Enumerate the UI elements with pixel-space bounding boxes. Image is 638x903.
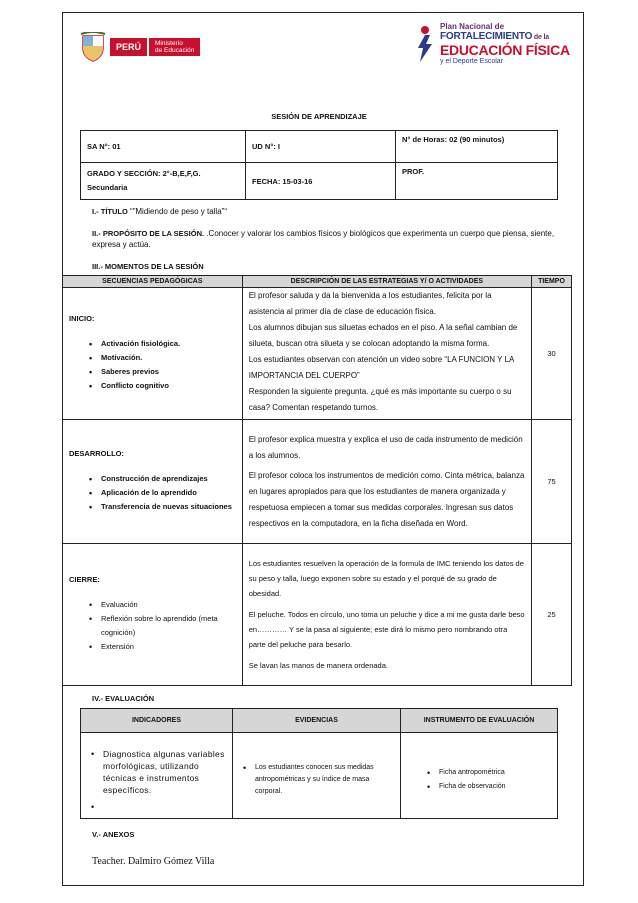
header-indicadores: INDICADORES <box>81 709 233 733</box>
plan-line4: y el Deporte Escolar <box>440 58 504 65</box>
fecha-cell: FECHA: 15-03-16 <box>246 163 396 200</box>
inicio-desc-p: Responden la siguiente pregunta. ¿qué es más importante su cuerpo o su casa? Comentan respetando turnos. <box>248 387 512 412</box>
evaluacion-section <box>92 694 154 703</box>
info-table <box>80 130 558 200</box>
ud-cell: UD N°: I <box>246 131 396 163</box>
titulo-label: I.- TÍTULO <box>92 207 128 216</box>
cierre-desc-p: El peluche. Todos en círculo, uno toma un peluche y dice a mi me gusta darle beso en………… Y se la pasa al siguiente; este dirá lo mismo pero nombrando otra parte del peluche para besarlo. <box>248 610 525 649</box>
indicadores-cell <box>81 743 233 819</box>
inicio-desc-p: El profesor saluda y da la bienvenida a los estudiantes, felicita por la asistencia al primer día de clase de educación física. <box>248 291 492 316</box>
cierre-row <box>63 544 572 686</box>
header-evidencias: EVIDENCIAS <box>233 709 401 733</box>
desarrollo-item: • Transferencia de nuevas situaciones <box>85 500 236 514</box>
proposito-label: II.- PROPÓSITO DE LA SESIÓN. <box>92 229 205 238</box>
cierre-item: • Extensión <box>85 640 236 654</box>
instrumentos-list <box>407 766 551 794</box>
proposito-section <box>92 228 562 250</box>
plan-nacional-logo <box>440 22 590 66</box>
indicador-item: • Diagnostica algunas variables morfológicas, utilizando técnicas e instrumentos específicos. <box>87 748 226 796</box>
cierre-description <box>242 544 531 686</box>
desarrollo-label: DESARROLLO: <box>69 449 124 458</box>
desarrollo-list <box>69 472 236 514</box>
instrumentos-cell <box>401 743 558 819</box>
plan-line2b: de la <box>532 34 549 41</box>
cierre-item: • Reflexión sobre lo aprendido (meta cognición) <box>85 612 236 640</box>
inicio-item: • Conflicto cognitivo <box>85 379 236 393</box>
momentos-section <box>92 262 204 271</box>
plan-line2a: FORTALECIMIENTO <box>440 31 533 42</box>
cierre-list <box>69 598 236 654</box>
grado-cell: GRADO Y SECCIÓN: 2°-B,E,F,G. Secundaria <box>81 163 246 200</box>
desarrollo-description <box>242 420 531 544</box>
sa-cell: SA N°: 01 <box>81 131 246 163</box>
inicio-cell <box>63 288 243 420</box>
inicio-item: • Saberes previos <box>85 365 236 379</box>
inicio-list <box>69 337 236 393</box>
inicio-item: • Motivación. <box>85 351 236 365</box>
header-descripcion: DESCRIPCIÓN DE LAS ESTRATEGIAS Y/ O ACTIVIDADES <box>242 276 531 288</box>
titulo-value: “”Midiendo de peso y talla”“ <box>127 207 227 216</box>
teacher-signature: Teacher. Dalmiro Gómez Villa <box>92 856 215 867</box>
cierre-label: CIERRE: <box>69 575 100 584</box>
cierre-cell <box>63 544 243 686</box>
header-tiempo: TIEMPO <box>532 276 572 288</box>
evaluacion-label: IV.- EVALUACIÓN <box>92 694 155 703</box>
header <box>0 0 638 80</box>
inicio-desc-p: Los estudiantes observan con atención un video sobre “LA FUNCION Y LA IMPORTANCIA DEL CUERPO” <box>248 355 514 380</box>
desarrollo-desc-p: El profesor explica muestra y explica el uso de cada instrumento de medición a los alumnos. <box>248 434 523 460</box>
desarrollo-cell <box>63 420 243 544</box>
cierre-desc-p: Los estudiantes resuelven la operación de la formula de IMC teniendo los datos de su peso y talla, luego exponen sobre su estado y el porqué de su grado de obesidad. <box>248 559 524 598</box>
proposito-value: .Conocer y valorar los cambios físicos y biológicos que experimenta un cuerpo que piensa, siente, expresa y actúa. <box>92 229 555 249</box>
inicio-row <box>63 288 572 420</box>
evidencias-cell <box>233 743 401 819</box>
desarrollo-time: 75 <box>532 420 572 544</box>
desarrollo-item: • Construcción de aprendizajes <box>85 472 236 486</box>
prof-cell: PROF. <box>396 163 558 200</box>
anexos-section <box>92 830 134 839</box>
instrumento-item: • Ficha de observación <box>423 780 551 794</box>
ministry-line1: Ministerio <box>155 40 183 47</box>
plan-line1: Plan Nacional de <box>440 22 505 31</box>
inicio-label: INICIO: <box>69 314 95 323</box>
inicio-time: 30 <box>532 288 572 420</box>
cierre-item: • Evaluación <box>85 598 236 612</box>
inicio-description <box>242 288 531 420</box>
desarrollo-item: • Aplicación de lo aprendido <box>85 486 236 500</box>
cierre-desc-p: Se lavan las manos de manera ordenada. <box>248 661 388 670</box>
peru-label: PERÚ <box>110 38 147 56</box>
header-instrumento: INSTRUMENTO DE EVALUACIÓN <box>401 709 558 733</box>
indicador-item <box>87 800 226 812</box>
desarrollo-desc-p: El profesor coloca los instrumentos de medición como. Cinta métrica, balanza en lugares apropiados para que los estudiantes de manera organizada y respetuosa empiecen a tomar sus medidas corporales. Ingresan sus datos respectivos en la computadora, en la ficha diseñada en Word. <box>248 470 525 528</box>
cierre-time: 25 <box>532 544 572 686</box>
momentos-label: III.- MOMENTOS DE LA SESIÓN <box>92 262 204 271</box>
header-secuencias: SECUENCIAS PEDAGÓGICAS <box>63 276 243 288</box>
page-title: SESIÓN DE APRENDIZAJE <box>271 112 367 121</box>
desarrollo-row <box>63 420 572 544</box>
plan-line3: EDUCACIÓN FÍSICA <box>440 42 570 58</box>
inicio-desc-p: Los alumnos dibujan sus siluetas echados en el piso. A la señal cambian de silueta, buscan otra silueta y se colocan adoptando la misma forma. <box>248 323 518 348</box>
ministry-logo <box>80 32 200 62</box>
indicadores-list <box>87 748 226 812</box>
ministry-label <box>149 38 200 56</box>
plan-emblem-icon <box>414 24 436 64</box>
titulo-section <box>92 207 227 216</box>
horas-cell: N° de Horas: 02 (90 minutos) <box>396 131 558 163</box>
evidencia-item: • Los estudiantes conocen sus medidas antropométricas y su índice de masa corporal. <box>239 762 394 798</box>
inicio-item: • Activación fisiológica. <box>85 337 236 351</box>
ministry-line2: de Educación <box>155 47 195 54</box>
evaluation-table <box>80 708 558 819</box>
moments-table <box>62 275 572 686</box>
evidencias-list <box>239 762 394 798</box>
coat-of-arms-icon <box>80 32 106 62</box>
anexos-label: V.- ANEXOS <box>92 830 135 839</box>
instrumento-item: • Ficha antropométrica <box>423 766 551 780</box>
